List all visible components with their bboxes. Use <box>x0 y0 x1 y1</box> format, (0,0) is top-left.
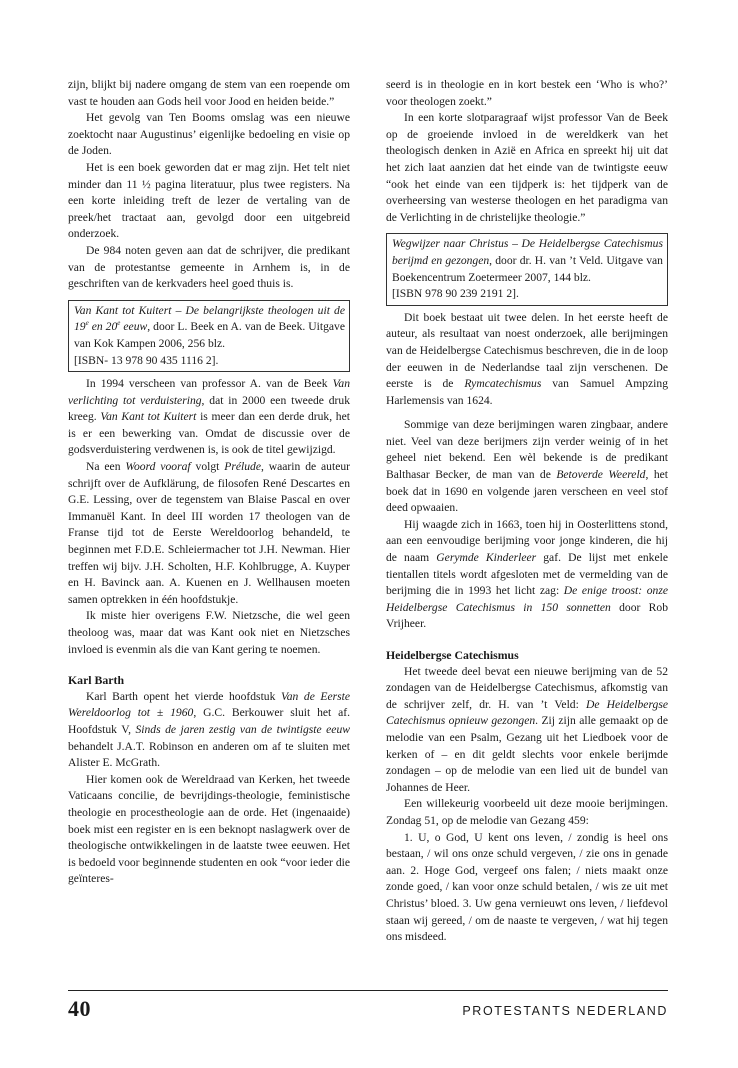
paragraph: Hij waagde zich in 1663, toen hij in Oosterlittens stond, aan een eenvoudige berijming voor jonge kinderen, die hij de naam Gerymde Kinderleer gaf. De lijst met enkele tientallen titels wordt afgesloten met de vermelding van de berijming die in 1993 het licht zag: De enige troost: onze Heidelbergse Catechismus in 150 sonnetten door Rob Vrijheer. <box>386 517 669 631</box>
section-heading: Karl Barth <box>68 673 125 688</box>
paragraph: In 1994 verscheen van professor A. van de Beek Van verlichting tot verduistering, dat in 2000 een tweede druk kreeg. Van Kant tot Kuitert is meer dan een derde druk, het is er een bewerking van. Omdat de discussie over de godsverduistering verdwenen is, is ook de titel gewijzigd. <box>68 377 351 457</box>
book-info-box <box>68 300 350 372</box>
page-number: 40 <box>68 996 91 1021</box>
paragraph: seerd is in theologie en in kort bestek een ‘Who is who?’ voor theologen zoekt.” <box>386 78 668 108</box>
footer-rule <box>68 990 668 991</box>
left-column <box>68 77 350 888</box>
book-info-text: Van Kant tot Kuitert – De belangrijkste theologen uit de 19e en 20e eeuw, door L. Beek en A. van de Beek. Uitgave van Kok Kampen 2006, 256 blz. <box>74 303 345 350</box>
paragraph: In een korte slotparagraaf wijst professor Van de Beek op de groeiende invloed in de wereldkerk van het theologisch denken in Azië en Africa en spreekt hij uit dat het zich laat aanzien dat het einde van de twintigste eeuw “ook het einde van een tijdperk is: het tijdperk van de overheersing van westerse theologen en het paradigma van de Verlichting in de christelijke theologie.” <box>386 111 668 224</box>
paragraph: Na een Woord vooraf volgt Prélude, waarin de auteur schrijft over de Aufklärung, de filosofen René Descartes en G.E. Lessing, over de tegenstem van Blaise Pascal en over Immanuël Kant. In deel III worden 17 theologen van de Franse tijd tot de Eerste Wereldoorlog behandeld, te beginnen met F.D.E. Schleiermacher tot J.H. Newman. Hier treffen wij bijv. J.H. Scholten, H.F. Kohlbrugge, A. Kuyper en H. Bavinck aan. A. Kuenen en J. Wellhausen moeten samen optrekken in één hoofdstukje. <box>68 460 350 606</box>
book-title: Wegwijzer naar Christus – De Heidelbergse Catechismus berijmd en gezongen <box>392 237 663 267</box>
paragraph: Hier komen ook de Wereldraad van Kerken, het tweede Vaticaans concilie, de bevrijdings-theologie, feministische theologie en procestheologie aan de orde. Het (ingenaaide) boek mist een register en is een beknopt naslagwerk over de theologische ontwikkelingen in de laatste twee eeuwen. Het is bedoeld voor beginnende studenten en ook “voor ieder die geïnteres- <box>68 772 350 886</box>
paragraph: Sommige van deze berijmingen waren zingbaar, andere niet. Veel van deze berijmers zijn verder weinig of in het geheel niet bekend. Een wèl bekende is de predikant Balthasar Becker, de man van de Betoverde Weereld, het boek dat in 1690 en volgende jaren verscheen en veel stof deed opwaaien. <box>386 418 668 515</box>
paragraph: Karl Barth opent het vierde hoofdstuk Van de Eerste Wereldoorlog tot ± 1960, G.C. Berkouwer sluit het af. Hoofdstuk V, Sinds de jaren zestig van de twintigste eeuw behandelt J.A.T. Robinson en anderen om af te sluiten met Alister E. McGrath. <box>68 689 351 770</box>
paragraph: Dit boek bestaat uit twee delen. In het eerste heeft de auteur, als resultaat van noest onderzoek, alle berijmingen van de Heidelbergse Catechismus beschreven, die in de loop der eeuwen in de Nederlandse taal zijn verschenen. De eerste is de Rymcatechismus van Samuel Ampzing Harlemensis van 1624. <box>386 310 668 407</box>
magazine-name: PROTESTANTS NEDERLAND <box>462 1004 668 1018</box>
right-column <box>386 77 668 946</box>
section-heading: Heidelbergse Catechismus <box>386 648 519 662</box>
paragraph: Ik miste hier overigens F.W. Nietzsche, die wel geen theoloog was, maar dat was Kant ook niet en Nietzsches invloed is evenmin als die van Kant gering te noemen. <box>68 609 350 656</box>
paragraph: zijn, blijkt bij nadere omgang de stem van een roepende om vast te houden aan Gods heil voor Jood en heiden beide.” <box>68 78 350 108</box>
paragraph: Het is een boek geworden dat er mag zijn. Het telt niet minder dan 11 ½ pagina literatuur, plus twee registers. Na een korte inleiding treft de lezer de vertaling van de preek/het tractaat aan, gevolgd door een uitgebreid onderzoek. <box>68 160 350 241</box>
isbn: [ISBN- 13 978 90 435 1116 2]. <box>74 353 219 367</box>
book-title: Van Kant tot Kuitert – De belangrijkste theologen uit de 19e en 20e eeuw <box>74 303 345 334</box>
paragraph: 1. U, o God, U kent ons leven, / zondig is heel ons bestaan, / wil ons onze schuld vergeven, / zie ons in genade aan. 2. Hoge God, vergeef ons falen; / niets maakt onze zonde goed, / kan voor onze schuld betalen, / wis ze uit met Christus’ bloed. 3. Uw gena vernieuwt ons leven, / liefdevol staan wij gereed, / om de naaste te vergeven, / wat hij tegen ons misdeed. <box>386 830 668 944</box>
book-info-text: Wegwijzer naar Christus – De Heidelbergse Catechismus berijmd en gezongen, door dr. H. van ’t Veld. Uitgave van Boekencentrum Zoetermeer 2007, 144 blz. <box>392 237 663 284</box>
isbn: [ISBN 978 90 239 2191 2]. <box>392 287 519 301</box>
paragraph: Een willekeurig voorbeeld uit deze mooie berijmingen. Zondag 51, op de melodie van Gezang 459: <box>386 797 668 827</box>
paragraph: Het gevolg van Ten Booms omslag was een nieuwe zoektocht naar Augustinus’ eigenlijke bedoeling en visie op de Joden. <box>68 111 350 158</box>
paragraph: De 984 noten geven aan dat de schrijver, die predikant van de protestantse gemeente in Arnhem is, in de geschriften van de kerkvaders heel goed thuis is. <box>68 243 350 291</box>
book-info-box <box>386 233 668 305</box>
paragraph: Het tweede deel bevat een nieuwe berijming van de 52 zondagen van de Heidelbergse Catechismus, afkomstig van de schrijver zelf, dr. H. van ’t Veld: De Heidelbergse Catechismus opnieuw gezongen. Zij zijn alle gemaakt op de melodie van een Psalm, Gezang uit het Liedboek voor de kerken of – en dit geldt slechts voor enkele berijmde zondagen – op de melodie van een lied uit de bundel van Johannes de Heer. <box>386 664 668 794</box>
